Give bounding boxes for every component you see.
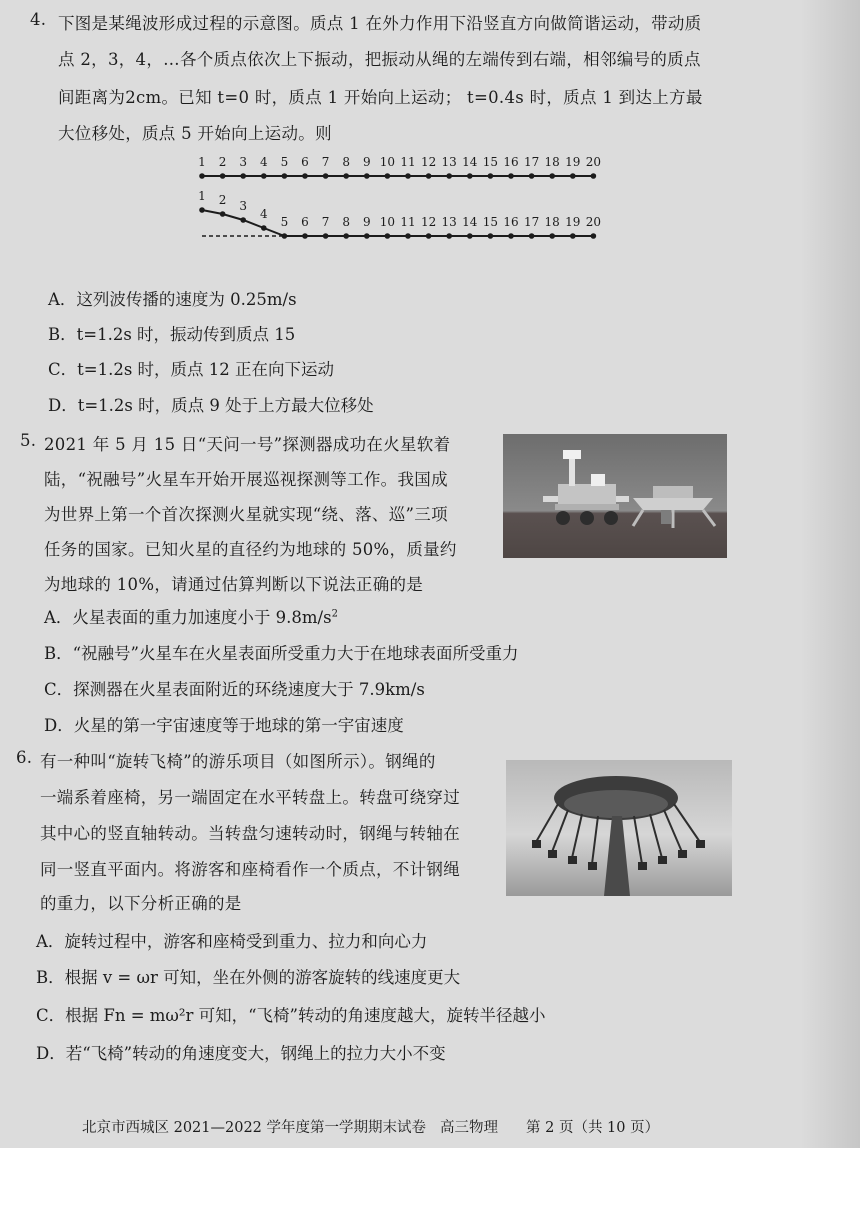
rope-row-initial bbox=[198, 155, 601, 179]
particle-label: 19 bbox=[565, 155, 581, 169]
particle-dot bbox=[467, 233, 473, 239]
particle-label: 10 bbox=[379, 155, 396, 169]
particle-dot bbox=[385, 233, 391, 239]
particle-label: 2 bbox=[218, 193, 227, 207]
q6-line-4: 同一竖直平面内。将游客和座椅看作一个质点，不计钢绳 bbox=[40, 860, 460, 879]
particle-label: 14 bbox=[462, 215, 478, 229]
particle-label: 10 bbox=[379, 215, 396, 229]
particle-label: 11 bbox=[400, 215, 416, 229]
particle-label: 11 bbox=[400, 155, 416, 169]
q5-line-1: 2021 年 5 月 15 日“天问一号”探测器成功在火星软着 bbox=[44, 435, 451, 454]
q6-line-1: 有一种叫“旋转飞椅”的游乐项目（如图所示）。钢绳的 bbox=[40, 752, 436, 771]
q4-option-c: C．t=1.2s 时，质点 12 正在向下运动 bbox=[48, 360, 335, 379]
q5-option-d: D．火星的第一宇宙速度等于地球的第一宇宙速度 bbox=[44, 716, 404, 735]
particle-dot bbox=[282, 233, 288, 239]
particle-dot bbox=[343, 233, 349, 239]
particle-label: 13 bbox=[441, 215, 457, 229]
q4-line-4: 大位移处，质点 5 开始向上运动。则 bbox=[58, 124, 332, 143]
mars-rover-photo bbox=[503, 434, 727, 558]
particle-dot bbox=[446, 233, 452, 239]
particle-label: 9 bbox=[362, 155, 371, 169]
particle-dot bbox=[261, 225, 267, 231]
particle-dot bbox=[405, 233, 411, 239]
particle-dot bbox=[426, 233, 432, 239]
particle-label: 20 bbox=[585, 155, 602, 169]
particle-dot bbox=[261, 173, 267, 179]
q5-option-a-sup: 2 bbox=[331, 608, 338, 620]
particle-dot bbox=[323, 233, 329, 239]
particle-dot bbox=[240, 217, 246, 223]
particle-label: 3 bbox=[239, 199, 248, 213]
particle-dot bbox=[446, 173, 452, 179]
particle-label: 5 bbox=[280, 215, 289, 229]
particle-dot bbox=[199, 207, 205, 213]
footer-page-number: 第 2 页（共 10 页） bbox=[526, 1120, 660, 1136]
particle-label: 6 bbox=[301, 215, 309, 229]
particle-label: 18 bbox=[544, 215, 560, 229]
q6-line-2: 一端系着座椅，另一端固定在水平转盘上。转盘可绕穿过 bbox=[40, 788, 460, 807]
q4-option-a: A．这列波传播的速度为 0.25m/s bbox=[48, 290, 297, 309]
particle-dot bbox=[199, 173, 205, 179]
particle-dot bbox=[529, 233, 535, 239]
particle-label: 3 bbox=[239, 155, 248, 169]
q5-option-a bbox=[44, 604, 338, 628]
particle-label: 12 bbox=[420, 155, 437, 169]
particle-label: 4 bbox=[259, 207, 268, 221]
particle-dot bbox=[240, 173, 246, 179]
particle-dot bbox=[529, 173, 535, 179]
particle-label: 14 bbox=[462, 155, 478, 169]
q5-option-b: B．“祝融号”火星车在火星表面所受重力大于在地球表面所受重力 bbox=[44, 644, 519, 663]
q5-line-2: 陆，“祝融号”火星车开始开展巡视探测等工作。我国成 bbox=[44, 470, 448, 489]
particle-label: 20 bbox=[585, 215, 602, 229]
particle-label: 16 bbox=[503, 155, 519, 169]
q5-line-5: 为地球的 10%，请通过估算判断以下说法正确的是 bbox=[44, 575, 424, 594]
q6-option-b: B．根据 v = ωr 可知，坐在外侧的游客旋转的线速度更大 bbox=[36, 968, 461, 987]
particle-dot bbox=[570, 233, 576, 239]
particle-dot bbox=[405, 173, 411, 179]
particle-dot bbox=[508, 233, 514, 239]
particle-dot bbox=[426, 173, 432, 179]
particle-dot bbox=[343, 173, 349, 179]
rope-wave-diagram bbox=[190, 148, 620, 248]
particle-dot bbox=[302, 173, 308, 179]
q6-option-a: A．旋转过程中，游客和座椅受到重力、拉力和向心力 bbox=[36, 932, 428, 951]
q5-line-3: 为世界上第一个首次探测火星就实现“绕、落、巡”三项 bbox=[44, 505, 448, 524]
footer-subject: 高三物理 bbox=[440, 1120, 498, 1136]
particle-label: 17 bbox=[523, 215, 540, 229]
particle-label: 4 bbox=[259, 155, 268, 169]
particle-label: 5 bbox=[280, 155, 289, 169]
particle-dot bbox=[220, 173, 226, 179]
particle-label: 8 bbox=[342, 215, 351, 229]
q4-option-d: D．t=1.2s 时，质点 9 处于上方最大位移处 bbox=[48, 396, 374, 415]
q5-option-c: C．探测器在火星表面附近的环绕速度大于 7.9km/s bbox=[44, 680, 425, 699]
particle-label: 18 bbox=[544, 155, 560, 169]
footer-exam-title: 北京市西城区 2021—2022 学年度第一学期期末试卷 bbox=[82, 1120, 427, 1136]
particle-dot bbox=[302, 233, 308, 239]
particle-dot bbox=[570, 173, 576, 179]
particle-label: 1 bbox=[198, 155, 206, 169]
particle-dot bbox=[591, 173, 597, 179]
particle-dot bbox=[591, 233, 597, 239]
particle-dot bbox=[364, 233, 370, 239]
particle-dot bbox=[282, 173, 288, 179]
particle-label: 12 bbox=[420, 215, 437, 229]
q4-option-b: B．t=1.2s 时，振动传到质点 15 bbox=[48, 325, 296, 344]
particle-dot bbox=[488, 233, 494, 239]
particle-dot bbox=[549, 233, 555, 239]
particle-label: 8 bbox=[342, 155, 351, 169]
particle-label: 2 bbox=[218, 155, 227, 169]
q6-line-3: 其中心的竖直轴转动。当转盘匀速转动时，钢绳与转轴在 bbox=[40, 824, 460, 843]
particle-label: 13 bbox=[441, 155, 457, 169]
q6-number: 6. bbox=[16, 748, 33, 767]
q5-number: 5. bbox=[20, 431, 37, 450]
rope-row-t04 bbox=[198, 189, 601, 239]
q4-line-2: 点 2，3，4，…各个质点依次上下振动，把振动从绳的左端传到右端，相邻编号的质点 bbox=[58, 50, 701, 69]
q6-option-c: C．根据 Fn = mω²r 可知，“飞椅”转动的角速度越大，旋转半径越小 bbox=[36, 1006, 546, 1025]
particle-dot bbox=[364, 173, 370, 179]
particle-dot bbox=[220, 211, 226, 217]
q6-option-d: D．若“飞椅”转动的角速度变大，钢绳上的拉力大小不变 bbox=[36, 1044, 446, 1063]
particle-label: 1 bbox=[198, 189, 206, 203]
particle-label: 9 bbox=[362, 215, 371, 229]
particle-label: 15 bbox=[482, 155, 499, 169]
particle-label: 7 bbox=[321, 215, 330, 229]
q4-line-3: 间距离为2cm。已知 t=0 时，质点 1 开始向上运动； t=0.4s 时，质点 1 到达上方最 bbox=[58, 88, 703, 107]
particle-dot bbox=[549, 173, 555, 179]
page-shadow bbox=[800, 0, 860, 1148]
q5-option-a-text: A．火星表面的重力加速度小于 9.8m/s bbox=[44, 608, 332, 627]
particle-dot bbox=[385, 173, 391, 179]
swing-ride-photo bbox=[506, 760, 732, 896]
q5-line-4: 任务的国家。已知火星的直径约为地球的 50%，质量约 bbox=[44, 540, 457, 559]
particle-label: 19 bbox=[565, 215, 581, 229]
particle-dot bbox=[488, 173, 494, 179]
particle-label: 17 bbox=[523, 155, 540, 169]
q4-number: 4. bbox=[30, 10, 47, 29]
particle-label: 16 bbox=[503, 215, 519, 229]
particle-dot bbox=[323, 173, 329, 179]
q6-line-5: 的重力，以下分析正确的是 bbox=[40, 894, 242, 913]
particle-dot bbox=[508, 173, 514, 179]
q4-line-1: 下图是某绳波形成过程的示意图。质点 1 在外力作用下沿竖直方向做简谐运动，带动质 bbox=[58, 14, 702, 33]
particle-label: 7 bbox=[321, 155, 330, 169]
particle-dot bbox=[467, 173, 473, 179]
particle-label: 6 bbox=[301, 155, 309, 169]
particle-label: 15 bbox=[482, 215, 499, 229]
